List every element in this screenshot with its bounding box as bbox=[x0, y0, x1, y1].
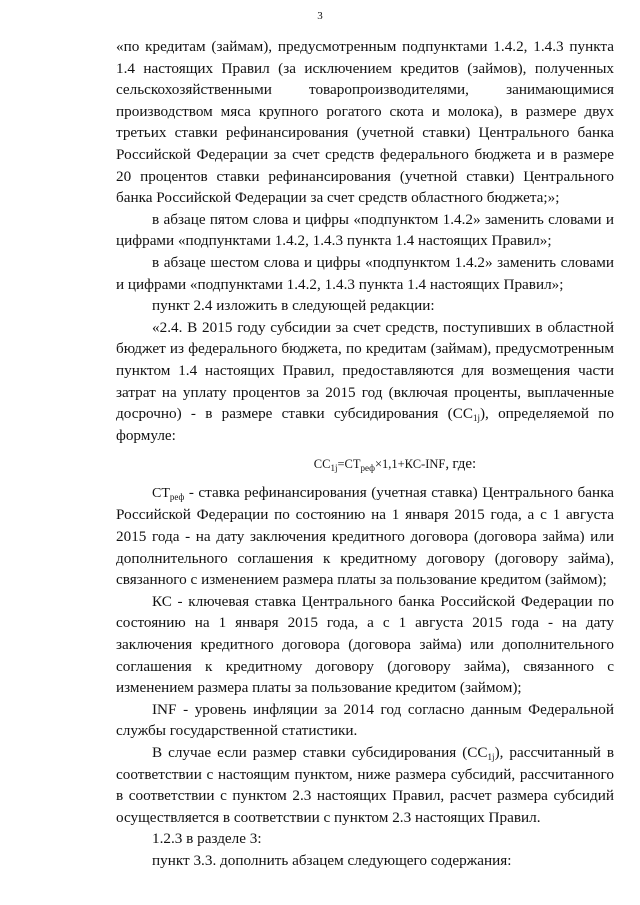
formula-ct-subscript: реф bbox=[360, 463, 375, 474]
definition-ks: КС - ключевая ставка Центрального банка Российской Федерации по состоянию на 1 января 2015 года, а с 1 августа 2015 года - на дату заключения кредитного договора (договора займа) или дополнительного соглашения к кредитному договору (договору займа), связанного с изменением размера платы за пользование кредитом (займом); bbox=[116, 592, 614, 697]
paragraph-subsidy-rate-text-b: ), рассчитанный в соответствии с настоящим пунктом, ниже размера субсидий, рассчитанного в соответствии с пунктом 2.3 настоящих Правил, расчет размера субсидий осуществляется в соответствии с пунктом 2.3 настоящих Правил. bbox=[116, 744, 614, 826]
paragraph-punkt-2-4-intro: пункт 2.4 изложить в следующей редакции: bbox=[152, 297, 435, 315]
subsidy-rate-subscript: 1j bbox=[487, 752, 495, 762]
definition-ct-text: - ставка рефинансирования (учетная ставка) Центрального банка Российской Федерации по состоянию на 1 января 2015 года, а с 1 августа 2015 года - на дату заключения кредитного договора (договора займа) или дополнительного соглашения к кредитному договору (договору займа), связанного с изменением размера платы за пользование кредитом (займом); bbox=[116, 483, 614, 589]
definition-ct-subscript: реф bbox=[169, 491, 185, 502]
subscript-1j: 1j bbox=[472, 413, 480, 424]
paragraph-section-3: 1.2.3 в разделе 3: bbox=[152, 830, 262, 848]
paragraph-punkt-2-4 bbox=[116, 317, 614, 447]
formula-eq: = bbox=[337, 457, 345, 472]
definition-ct-ref bbox=[116, 482, 614, 591]
paragraph-punkt-2-4-text-a: «2.4. В 2015 году субсидии за счет средств, поступивших в областной бюджет из федерального бюджета, по кредитам (займам), предусмотренным пунктом 1.4 настоящих Правил, предоставляются для возмещения части затрат на уплату процентов за 2015 год (включая проценты, выплаченные досрочно) - в размере ставки субсидирования (СС bbox=[116, 318, 614, 423]
paragraph-punkt-2-4-text-b: ), определяемой по формуле: bbox=[116, 405, 614, 444]
definition-ct-symbol: СТ bbox=[152, 485, 170, 501]
paragraph-abzac-6: в абзаце шестом слова и цифры «подпунктом 1.4.2» заменить словами и цифрами «подпунктами 1.4.2, 1.4.3 пункта 1.4 настоящих Правил»; bbox=[116, 253, 614, 293]
formula-rest: ×1,1+КС-INF bbox=[374, 457, 446, 472]
formula-line bbox=[116, 453, 614, 476]
paragraph-punkt-3-3: пункт 3.3. дополнить абзацем следующего содержания: bbox=[152, 851, 512, 869]
paragraph-abzac-5: в абзаце пятом слова и цифры «подпунктом 1.4.2» заменить словами и цифрами «подпунктами 1.4.2, 1.4.3 пункта 1.4 настоящих Правил»; bbox=[116, 210, 614, 250]
formula-lhs-subscript: 1j bbox=[330, 463, 338, 474]
document-body bbox=[116, 36, 614, 872]
page-number: 3 bbox=[317, 10, 323, 22]
paragraph-subsidy-rate-text-a: В случае если размер ставки субсидирования (СС bbox=[152, 744, 488, 761]
formula-where: где: bbox=[452, 456, 477, 473]
paragraph-subsidy-rate bbox=[116, 742, 614, 828]
formula-lhs: СС bbox=[313, 457, 331, 472]
formula-comma: , bbox=[445, 456, 450, 473]
definition-inf: INF - уровень инфляции за 2014 год согласно данным Федеральной службы государственной статистики. bbox=[116, 700, 614, 740]
paragraph-credits: «по кредитам (займам), предусмотренным подпунктами 1.4.2, 1.4.3 пункта 1.4 настоящих Правил (за исключением кредитов (займов), полученных сельскохозяйственными товаропроизводителями, занимающимися производством мяса крупного рогатого скота и молока), в размере двух третьих ставки рефинансирования (учетной ставки) Центрального банка Российской Федерации за счет средств федерального бюджета и в размере 20 процентов ставки рефинансирования (учетной ставки) Центрального банка Российской Федерации за счет средств областного бюджета;»; bbox=[116, 38, 614, 207]
formula-ct: СТ bbox=[344, 457, 361, 472]
